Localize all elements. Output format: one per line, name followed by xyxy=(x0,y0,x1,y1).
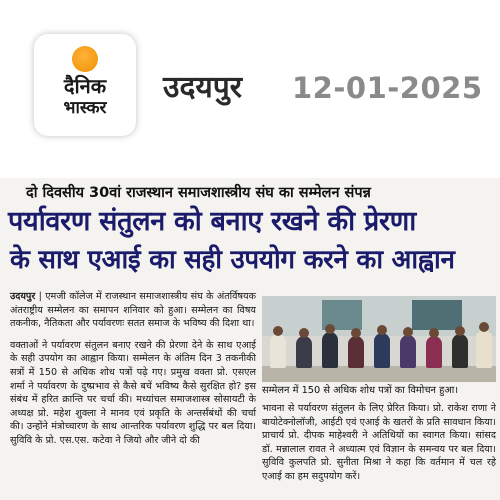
person-figure xyxy=(270,334,286,368)
headline-line1: पर्यावरण संतुलन को बनाए रखने की प्रेरणा xyxy=(8,206,416,237)
dainik-bhaskar-logo xyxy=(34,34,136,136)
person-head xyxy=(455,326,465,336)
city-name: उदयपुर xyxy=(163,70,243,105)
intro-text: | एमजी कॉलेज में राजस्थान समाजशास्त्रीय संघ के अंतर्विषयक अंतराष्ट्रीय सम्मेलन का समापन शनिवार को हुआ। सम्मेलन का विषय तकनीक, नैतिकता और पर्यावरणः सतत समाज के भविष्य की दिशा था। xyxy=(10,291,256,330)
article-kicker: दो दिवसीय 30वां राजस्थान समाजशास्त्रीय संघ का सम्मेलन संपन्न xyxy=(26,185,371,201)
person-figure xyxy=(400,335,416,368)
body-paragraph: वक्ताओं ने पर्यावरण संतुलन बनाए रखने की प्रेरणा देने के साथ एआई के सही उपयोग का आह्वान किया। सम्मेलन के अंतिम दिन 3 तकनीकी सत्रों में 150 से अधिक शोध पत्रों पढ़े गए। प्रमुख वक्ता प्रो. एसएल शर्मा ने पर्यावरण के दुष्प्रभाव से कैसे बचें भविष्य कैसे सुरक्षित हो? इस संबंध में हरित क्रान्ति पर चर्चा की। मध्यांचल समाजशास्त्र सोसायटी के अध्यक्ष प्रो. महेश शुक्ला ने मानव एवं प्रकृति के अन्तर्संबंधों की चर्चा की। उन्होंने मंत्रोच्चारण के साथ आन्तरिक पर्यावरण शुद्धि पर बल दिया। सुविवि के प्रो. एस.एस. कटेवा ने जियो और जीने दो की xyxy=(10,339,256,446)
person-head xyxy=(403,327,413,337)
person-head xyxy=(351,328,361,338)
logo-text-line1: दैनिक xyxy=(63,74,107,98)
person-figure xyxy=(374,333,390,368)
person-figure xyxy=(452,334,468,368)
person-figure xyxy=(476,330,492,368)
article-body-right: भावना से पर्यावरण संतुलन के लिए प्रेरित किया। प्रो. राकेश राणा ने बायोटेक्नोलॉजी, आईटी एवं एआई के खतरों के प्रति सावधान किया। प्राचार्य प्रो. दीपक माहेश्वरी ने अतिथियों का स्वागत किया। सांसद डॉ. मन्नालाल रावत ने अध्यात्म एवं विज्ञान के समन्वय पर बल दिया। सुविवि कुलपति प्रो. सुनीता मिश्रा ने कहा कि वर्तमान में चल रहे एआई का हम सदुपयोग करें। xyxy=(262,403,496,482)
intro-paragraph xyxy=(10,290,256,331)
person-head xyxy=(479,322,489,332)
event-photo xyxy=(262,296,496,382)
banner-panel xyxy=(412,300,462,330)
sun-icon xyxy=(72,46,98,72)
dateline: उदयपुर xyxy=(10,291,36,302)
photo-caption: सम्मेलन में 150 से अधिक शोध पत्रों का विमोचन हुआ। xyxy=(262,385,459,396)
edition-date: 12-01-2025 xyxy=(292,71,483,105)
stage-floor xyxy=(262,366,496,382)
person-figure xyxy=(296,336,312,368)
person-head xyxy=(377,325,387,335)
person-head xyxy=(273,326,283,336)
person-head xyxy=(325,324,335,334)
newspaper-clipping xyxy=(0,178,500,500)
logo-text-line2: भास्कर xyxy=(63,98,107,118)
person-head xyxy=(299,328,309,338)
person-figure xyxy=(426,336,442,368)
headline-line2: के साथ एआई का सही उपयोग करने का आह्वान xyxy=(10,245,455,275)
article-body-left xyxy=(10,290,256,456)
person-head xyxy=(429,328,439,338)
person-figure xyxy=(322,332,338,368)
page-header xyxy=(0,0,500,158)
person-figure xyxy=(348,336,364,368)
